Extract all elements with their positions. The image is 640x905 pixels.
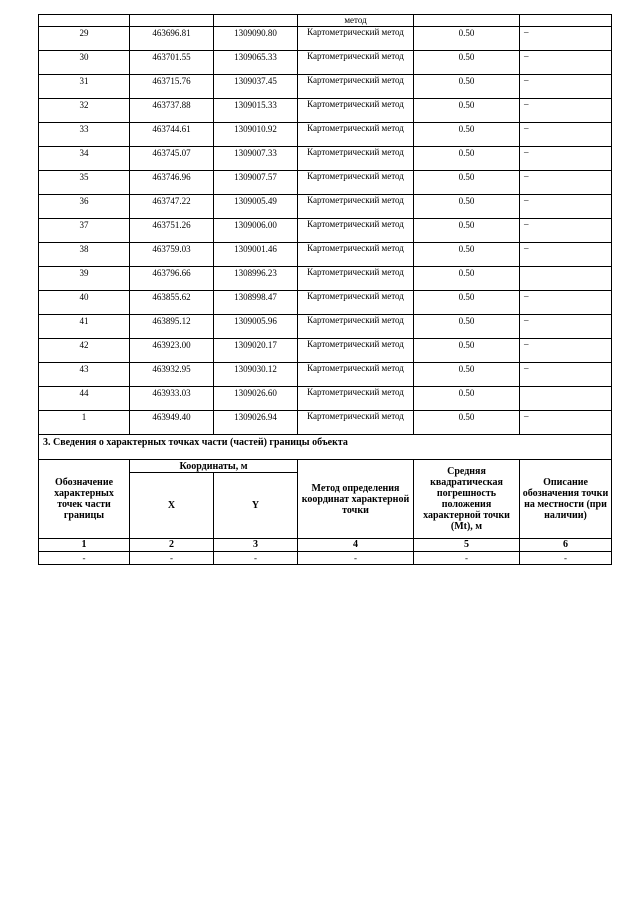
cell-x: 463747.22 [130, 195, 214, 219]
empty-cell: - [214, 552, 298, 565]
cell-method: Картометрический метод [298, 267, 414, 291]
cell-x: 463949.40 [130, 411, 214, 435]
cell-method: Картометрический метод [298, 387, 414, 411]
cell-method: Картометрический метод [298, 147, 414, 171]
cell-x: 463737.88 [130, 99, 214, 123]
cell-description: – [520, 51, 612, 75]
table-row [39, 123, 612, 147]
cell-description: – [520, 195, 612, 219]
table-row [39, 27, 612, 51]
cell-description: – [520, 99, 612, 123]
cell-id: 35 [39, 171, 130, 195]
table-row [39, 195, 612, 219]
cell-id: 38 [39, 243, 130, 267]
table-row [39, 75, 612, 99]
cell-id: 37 [39, 219, 130, 243]
cell-y: 1309007.57 [214, 171, 298, 195]
continued-row [39, 15, 612, 27]
header-accuracy: Средняя квадратическая погрешность положения характерной точки (Mt), м [414, 460, 520, 539]
cell-y: 1308998.47 [214, 291, 298, 315]
cell-description: – [520, 147, 612, 171]
cell-id: 42 [39, 339, 130, 363]
column-number: 5 [414, 539, 520, 552]
cell-y: 1309020.17 [214, 339, 298, 363]
header-coordinates: Координаты, м [130, 460, 298, 473]
cell-y: 1309015.33 [214, 99, 298, 123]
cell-y: 1309026.60 [214, 387, 298, 411]
cell-description: – [520, 27, 612, 51]
cell-y: 1309005.49 [214, 195, 298, 219]
cell-id: 30 [39, 51, 130, 75]
column-numbers-row [39, 539, 612, 552]
header-y: Y [214, 473, 298, 539]
cell-accuracy: 0.50 [414, 291, 520, 315]
table-row [39, 339, 612, 363]
cell-method: Картометрический метод [298, 27, 414, 51]
cell-accuracy: 0.50 [414, 147, 520, 171]
cell-accuracy: 0.50 [414, 99, 520, 123]
cell-y: 1309065.33 [214, 51, 298, 75]
cell-method: Картометрический метод [298, 339, 414, 363]
cell-id: 32 [39, 99, 130, 123]
header-x: X [130, 473, 214, 539]
cell-method: Картометрический метод [298, 195, 414, 219]
cell-description: – [520, 123, 612, 147]
column-number: 4 [298, 539, 414, 552]
table-row [39, 387, 612, 411]
header-designation: Обозначение характерных точек части границы [39, 460, 130, 539]
cell-description [520, 387, 612, 411]
cell-accuracy: 0.50 [414, 123, 520, 147]
cell-y: 1309037.45 [214, 75, 298, 99]
table-row [39, 267, 612, 291]
empty-cell: - [130, 552, 214, 565]
cell-accuracy: 0.50 [414, 27, 520, 51]
cell-x: 463746.96 [130, 171, 214, 195]
cell-method: Картометрический метод [298, 51, 414, 75]
cell-description: – [520, 219, 612, 243]
cell-description: – [520, 411, 612, 435]
table-row [39, 243, 612, 267]
table-row [39, 219, 612, 243]
empty-cell: - [414, 552, 520, 565]
cell-description [520, 267, 612, 291]
cell-description: – [520, 171, 612, 195]
cell-description: – [520, 339, 612, 363]
cell-x: 463932.95 [130, 363, 214, 387]
cell-id: 1 [39, 411, 130, 435]
cell-accuracy: 0.50 [414, 315, 520, 339]
cell-accuracy: 0.50 [414, 411, 520, 435]
cell-method: Картометрический метод [298, 291, 414, 315]
cell-x: 463895.12 [130, 315, 214, 339]
cell-x: 463744.61 [130, 123, 214, 147]
table-row [39, 171, 612, 195]
table-row [39, 99, 612, 123]
table-row [39, 363, 612, 387]
cell-id: 33 [39, 123, 130, 147]
cell-x [130, 15, 214, 27]
cell-x: 463751.26 [130, 219, 214, 243]
cell-method: Картометрический метод [298, 171, 414, 195]
cell-y: 1309001.46 [214, 243, 298, 267]
cell-y: 1309010.92 [214, 123, 298, 147]
empty-cell: - [520, 552, 612, 565]
cell-description: – [520, 75, 612, 99]
cell-x: 463855.62 [130, 291, 214, 315]
cell-id: 31 [39, 75, 130, 99]
cell-id: 43 [39, 363, 130, 387]
empty-cell: - [298, 552, 414, 565]
coordinates-table [38, 14, 612, 565]
cell-accuracy: 0.50 [414, 363, 520, 387]
column-number: 6 [520, 539, 612, 552]
cell-id: 40 [39, 291, 130, 315]
cell-y: 1309006.00 [214, 219, 298, 243]
points-table-body [39, 15, 612, 435]
section3 [39, 435, 612, 565]
cell-method: Картометрический метод [298, 219, 414, 243]
cell-x: 463796.66 [130, 267, 214, 291]
cell-x: 463759.03 [130, 243, 214, 267]
empty-cell: - [39, 552, 130, 565]
cell-method: метод [298, 15, 414, 27]
table-row [39, 411, 612, 435]
header-method: Метод определения координат характерной точки [298, 460, 414, 539]
cell-y: 1308996.23 [214, 267, 298, 291]
cell-method: Картометрический метод [298, 243, 414, 267]
cell-accuracy: 0.50 [414, 243, 520, 267]
cell-x: 463923.00 [130, 339, 214, 363]
cell-id: 29 [39, 27, 130, 51]
column-number: 3 [214, 539, 298, 552]
cell-x: 463696.81 [130, 27, 214, 51]
empty-data-row [39, 552, 612, 565]
cell-description: – [520, 243, 612, 267]
cell-id: 34 [39, 147, 130, 171]
cell-method: Картометрический метод [298, 123, 414, 147]
cell-accuracy: 0.50 [414, 387, 520, 411]
cell-accuracy: 0.50 [414, 75, 520, 99]
cell-y [214, 15, 298, 27]
cell-accuracy [414, 15, 520, 27]
cell-x: 463701.55 [130, 51, 214, 75]
cell-y: 1309026.94 [214, 411, 298, 435]
cell-y: 1309030.12 [214, 363, 298, 387]
cell-accuracy: 0.50 [414, 171, 520, 195]
cell-accuracy: 0.50 [414, 339, 520, 363]
cell-method: Картометрический метод [298, 363, 414, 387]
cell-description: – [520, 291, 612, 315]
table-row [39, 315, 612, 339]
cell-method: Картометрический метод [298, 75, 414, 99]
cell-x: 463933.03 [130, 387, 214, 411]
cell-description [520, 15, 612, 27]
cell-y: 1309007.33 [214, 147, 298, 171]
header-description: Описание обозначения точки на местности (при наличии) [520, 460, 612, 539]
cell-accuracy: 0.50 [414, 219, 520, 243]
cell-y: 1309005.96 [214, 315, 298, 339]
cell-id: 36 [39, 195, 130, 219]
cell-description: – [520, 363, 612, 387]
section3-title: 3. Сведения о характерных точках части (частей) границы объекта [39, 435, 612, 460]
column-number: 1 [39, 539, 130, 552]
cell-accuracy: 0.50 [414, 51, 520, 75]
cell-method: Картометрический метод [298, 315, 414, 339]
boundary-points-document [38, 14, 611, 565]
cell-accuracy: 0.50 [414, 195, 520, 219]
cell-method: Картометрический метод [298, 99, 414, 123]
cell-id [39, 15, 130, 27]
cell-x: 463715.76 [130, 75, 214, 99]
cell-x: 463745.07 [130, 147, 214, 171]
cell-id: 39 [39, 267, 130, 291]
cell-id: 44 [39, 387, 130, 411]
cell-accuracy: 0.50 [414, 267, 520, 291]
table-row [39, 291, 612, 315]
cell-method: Картометрический метод [298, 411, 414, 435]
cell-y: 1309090.80 [214, 27, 298, 51]
column-number: 2 [130, 539, 214, 552]
table-row [39, 147, 612, 171]
cell-id: 41 [39, 315, 130, 339]
table-row [39, 51, 612, 75]
cell-description: – [520, 315, 612, 339]
